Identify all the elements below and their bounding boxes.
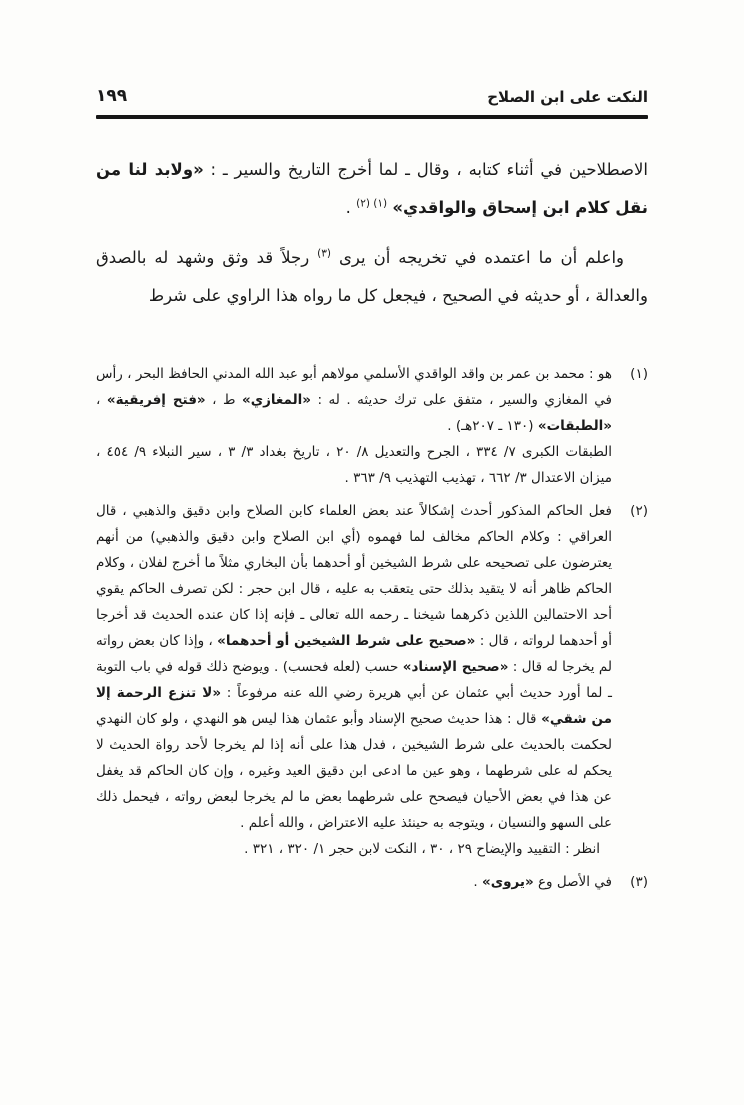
footnote-3-variant-word: «يروى» <box>482 874 534 890</box>
footnote-1-text-c: ، <box>96 392 107 408</box>
footnote-3-text-b: . <box>473 874 483 890</box>
footnote-2-marker: (٢) <box>630 503 648 519</box>
footnote-1-title-2: «فتح إفريقية» <box>106 392 206 408</box>
footnote-1-text-a: هو : محمد بن عمر بن واقد الواقدي الأسلمي مولاهم أبو عبد الله المدني الحافظ البحر ، رأس في المغازي والسير ، متفق على ترك حديثه . له : <box>96 366 613 408</box>
main-text <box>96 151 648 315</box>
footnote-ref-3: (٣) <box>317 247 332 260</box>
page-header <box>96 86 648 106</box>
footnote-1-title-3: «الطبقات» <box>537 418 612 434</box>
footnote-2-text-b: ، وإذا كان بعض رواته لم يخرجا له قال : <box>96 633 612 675</box>
footnote-1-body <box>96 361 612 491</box>
footnote-2-quote-1: «صحيح على شرط الشيخين أو أحدهما» <box>217 633 476 649</box>
book-title: النكت على ابن الصلاح <box>487 88 648 106</box>
footnote-3-text-a: في الأصل وع <box>533 874 612 890</box>
footnote-1-paragraph-1 <box>96 361 612 439</box>
footnote-2-text-c: حسب (لعله فحسب) . ويوضح ذلك قوله في باب التوبة ـ لما أورد حديث أبي عثمان عن أبي هريرة رضي الله عنه مرفوعاً : <box>96 659 612 701</box>
footnote-2 <box>96 498 648 862</box>
paragraph-2-text-a: واعلم أن ما اعتمده في تخريجه أن يرى <box>331 248 624 267</box>
footnote-1-text-b: ط ، <box>205 392 242 408</box>
footnote-1-references: الطبقات الكبرى ٧/ ٣٣٤ ، الجرح والتعديل ٨/ ٢٠ ، تاريخ بغداد ٣/ ٣ ، سير النبلاء ٩/ ٤٥٤ ، ميزان الاعتدال ٣/ ٦٦٢ ، تهذيب التهذيب ٩/ ٣٦٣ . <box>96 444 613 486</box>
footnote-2-text-d: قال : هذا حديث صحيح الإسناد وأبو عثمان هذا ليس هو النهدي ، ولو كان النهدي لحكمت بالحديث على شرط الشيخين ، فدل هذا على أنه إذا لم يخرجا لأحد رواة الحديث لا يحكم له على شرطهما ، وهو عين ما ادعى ابن دقيق العيد وغيره ، وإن كان الحاكم قد يغفل عن هذا في بعض الأحيان فيصحح على شرطهما بعض ما لم يخرجا لبعض رواته ، فيحمل ذلك على السهو والنسيان ، ويتوجه به حينئذ عليه الاعتراض ، والله أعلم . <box>96 711 612 831</box>
footnote-2-paragraph-1 <box>96 498 612 836</box>
footnote-3 <box>96 869 648 895</box>
paragraph-2-text-b: رجلاً قد وثق وشهد له بالصدق والعدالة ، أو حديثه في الصحيح ، فيجعل كل ما رواه هذا الراوي على شرط <box>96 248 648 305</box>
paragraph-2 <box>96 239 648 315</box>
footnote-3-marker: (٣) <box>630 874 648 890</box>
footnote-ref-1-2: (١) (٢) <box>356 197 388 210</box>
footnote-1-title-1: «المغازي» <box>241 392 311 408</box>
footnote-2-text-a: فعل الحاكم المذكور أحدث إشكالاً عند بعض العلماء كابن الصلاح وابن دقيق والذهبي ، قال العراقي : وكلام الحاكم مخالف لما فهموه (أي ابن الصلاح وابن دقيق والذهبي) من أنهم يعترضون على تصحيحه على شرط الشيخين أو أحدهما بأن البخاري مثلاً ما أخرج لفلان ، وكلام الحاكم ظاهر أنه لا يتقيد بذلك حتى يتعقب به عليه ، قال ابن حجر : لكن تصرف الحاكم يقوي أحد الاحتمالين اللذين ذكرهما شيخنا ـ رحمه الله تعالى ـ فإنه إذا كان عنده الحديث قد أخرجا أو أحدهما لرواته ، قال : <box>96 503 612 649</box>
paragraph-1-period: . <box>345 198 357 217</box>
footnote-1 <box>96 361 648 491</box>
paragraph-1 <box>96 151 648 227</box>
footnote-2-quote-2: «صحيح الإسناد» <box>402 659 509 675</box>
footnote-1-text-d: (١٣٠ ـ ٢٠٧هـ) . <box>447 418 538 434</box>
paragraph-1-text: الاصطلاحين في أثناء كتابه ، وقال ـ لما أخرج التاريخ والسير ـ : <box>203 160 648 179</box>
page-number: ١٩٩ <box>96 86 128 106</box>
footnote-2-body <box>96 498 612 862</box>
footnotes-section <box>96 361 648 895</box>
footnote-1-marker: (١) <box>630 366 648 382</box>
footnote-2-hadith-quote: «لا تنزع الرحمة إلا من شقي» <box>96 685 612 727</box>
paragraph-1-quote: «ولابد لنا من نقل كلام ابن إسحاق والواقدي» <box>96 160 648 217</box>
footnote-3-paragraph-1 <box>96 869 612 895</box>
header-rule <box>96 115 648 119</box>
footnote-3-body <box>96 869 612 895</box>
footnote-2-references: انظر : التقييد والإيضاح ٢٩ ، ٣٠ ، النكت لابن حجر ١/ ٣٢٠ ، ٣٢١ . <box>244 841 600 857</box>
